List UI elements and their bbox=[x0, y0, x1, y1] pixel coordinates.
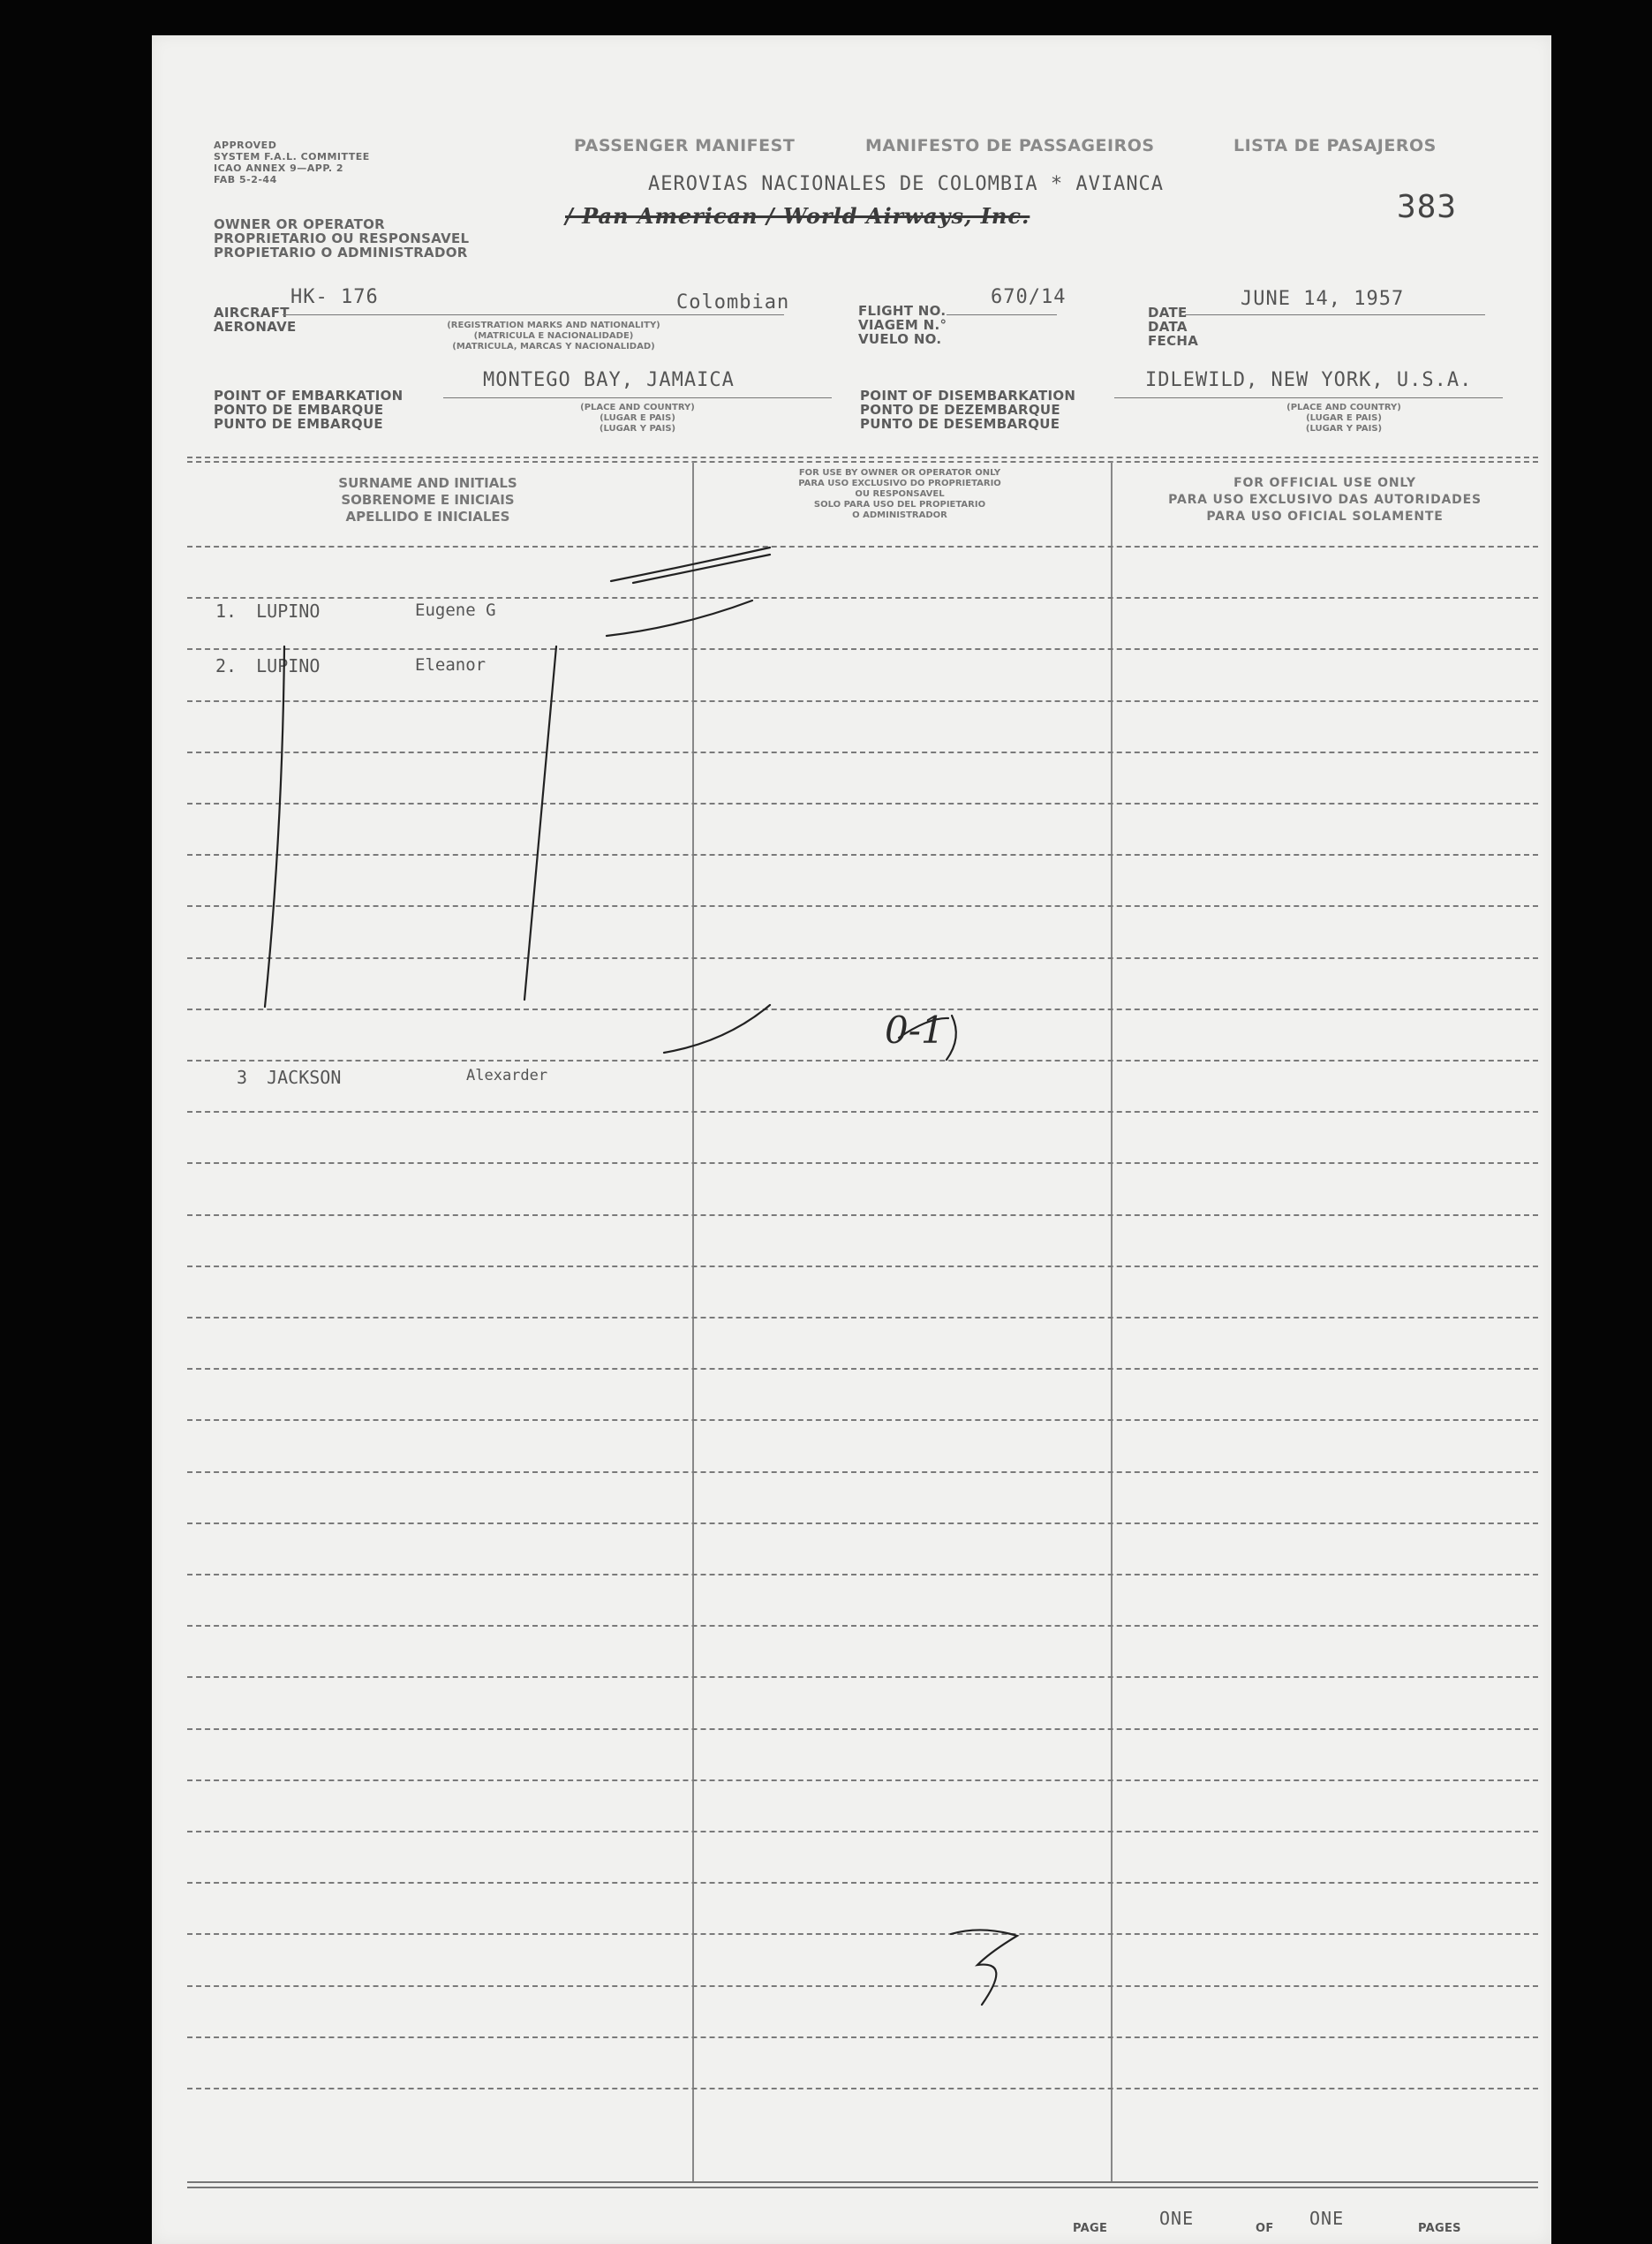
footer-total-value: ONE bbox=[1309, 2208, 1345, 2229]
manifest-page bbox=[152, 35, 1551, 2244]
date-label-line: DATE bbox=[1148, 305, 1188, 321]
flight-label-line: FLIGHT NO. bbox=[858, 303, 947, 319]
passenger-surname: LUPINO bbox=[256, 655, 321, 676]
title-pt: MANIFESTO DE PASSAGEIROS bbox=[865, 136, 1155, 155]
owner-label-line: OWNER OR OPERATOR bbox=[214, 216, 386, 232]
checkmark-stroke bbox=[607, 601, 752, 636]
date-label-line: FECHA bbox=[1148, 333, 1199, 349]
disembarkation-note: (LUGAR Y PAIS) bbox=[1305, 424, 1383, 434]
checkmark-stroke bbox=[633, 555, 770, 583]
handwritten-marks bbox=[152, 35, 1551, 2244]
embarkation-label-line: PONTO DE EMBARQUE bbox=[214, 402, 384, 418]
col-header-line: OU RESPONSAVEL bbox=[855, 489, 945, 499]
table-bottom-rule bbox=[187, 2181, 1538, 2183]
flight-number: 670/14 bbox=[991, 286, 1067, 308]
aircraft-note: (MATRICULA E NACIONALIDADE) bbox=[473, 331, 634, 341]
aircraft-registration: HK- 176 bbox=[290, 286, 379, 308]
disembarkation-label-line: PUNTO DE DESEMBARQUE bbox=[860, 416, 1060, 432]
embarkation-label-line: PUNTO DE EMBARQUE bbox=[214, 416, 383, 432]
bracket-line-right bbox=[524, 646, 556, 1000]
disembarkation-note: (PLACE AND COUNTRY) bbox=[1286, 403, 1401, 412]
owner-label-line: PROPRIETARIO OU RESPONSAVEL bbox=[214, 230, 470, 246]
disembarkation-note: (LUGAR E PAIS) bbox=[1306, 413, 1382, 423]
bracket-line-left bbox=[265, 646, 284, 1007]
col-header-line: PARA USO EXCLUSIVO DO PROPRIETARIO bbox=[798, 479, 1001, 488]
col-header-line: APELLIDO E INICIALES bbox=[345, 509, 510, 525]
passenger-given: Alexarder bbox=[466, 1067, 548, 1084]
passenger-number: 1. bbox=[215, 601, 238, 622]
aircraft-label-line: AERONAVE bbox=[214, 319, 297, 335]
disembarkation-value: IDLEWILD, NEW YORK, U.S.A. bbox=[1145, 369, 1473, 391]
title-en: PASSENGER MANIFEST bbox=[574, 136, 796, 155]
checkmark-stroke bbox=[611, 548, 770, 581]
footer-of-label: OF bbox=[1256, 2222, 1274, 2235]
embarkation-note: (PLACE AND COUNTRY) bbox=[580, 403, 695, 412]
date-value: JUNE 14, 1957 bbox=[1241, 288, 1405, 310]
handwritten-mark-3 bbox=[951, 1930, 1017, 2005]
date-label-line: DATA bbox=[1148, 319, 1188, 335]
passenger-surname: LUPINO bbox=[256, 601, 321, 622]
col-header-line: PARA USO OFICIAL SOLAMENTE bbox=[1206, 510, 1444, 524]
passenger-given: Eleanor bbox=[415, 655, 487, 675]
passenger-number: 2. bbox=[215, 655, 238, 676]
aircraft-nationality: Colombian bbox=[676, 291, 790, 314]
col-header-line: FOR OFFICIAL USE ONLY bbox=[1233, 476, 1416, 490]
footer-page-value: ONE bbox=[1159, 2208, 1195, 2229]
embarkation-value: MONTEGO BAY, JAMAICA bbox=[483, 369, 735, 391]
aircraft-note: (MATRICULA, MARCAS Y NACIONALIDAD) bbox=[452, 342, 655, 351]
scribble-mark bbox=[947, 1016, 956, 1060]
footer-pages-label: PAGES bbox=[1418, 2222, 1461, 2235]
approval-line: SYSTEM F.A.L. COMMITTEE bbox=[214, 151, 370, 162]
flight-label-line: VUELO NO. bbox=[858, 331, 942, 347]
aircraft-label-line: AIRCRAFT bbox=[214, 305, 290, 321]
embarkation-note: (LUGAR E PAIS) bbox=[600, 413, 675, 423]
approval-line: FAB 5-2-44 bbox=[214, 174, 277, 185]
approval-line: ICAO ANNEX 9—APP. 2 bbox=[214, 162, 344, 174]
struck-operator-line: / Pan American / World Airways, Inc. bbox=[565, 203, 1030, 229]
disembarkation-label-line: POINT OF DISEMBARKATION bbox=[860, 388, 1076, 404]
col-header-line: O ADMINISTRADOR bbox=[852, 510, 947, 520]
owner-column-annotation: 0-1 bbox=[885, 1009, 945, 1052]
col-header-line: PARA USO EXCLUSIVO DAS AUTORIDADES bbox=[1168, 493, 1482, 507]
footer-page-label: PAGE bbox=[1073, 2222, 1108, 2235]
col-header-line: FOR USE BY OWNER OR OPERATOR ONLY bbox=[798, 468, 1001, 478]
aircraft-note: (REGISTRATION MARKS AND NATIONALITY) bbox=[447, 321, 660, 330]
embarkation-note: (LUGAR Y PAIS) bbox=[599, 424, 676, 434]
passenger-number: 3 bbox=[237, 1067, 248, 1088]
title-es: LISTA DE PASAJEROS bbox=[1233, 136, 1437, 155]
owner-label-line: PROPIETARIO O ADMINISTRADOR bbox=[214, 245, 468, 261]
approval-line: APPROVED bbox=[214, 140, 277, 151]
checkmark-stroke bbox=[664, 1005, 770, 1053]
col-header-line: SOBRENOME E INICIAIS bbox=[341, 492, 515, 508]
table-bottom-rule-2 bbox=[187, 2187, 1538, 2188]
passenger-given: Eugene G bbox=[415, 601, 496, 620]
flight-label-line: VIAGEM N.° bbox=[858, 317, 947, 333]
passenger-surname: JACKSON bbox=[267, 1067, 342, 1088]
col-header-line: SURNAME AND INITIALS bbox=[338, 475, 517, 491]
page-number: 383 bbox=[1397, 189, 1458, 225]
disembarkation-label-line: PONTO DE DEZEMBARQUE bbox=[860, 402, 1060, 418]
operator-name: AEROVIAS NACIONALES DE COLOMBIA * AVIANCA bbox=[648, 173, 1165, 195]
embarkation-label-line: POINT OF EMBARKATION bbox=[214, 388, 404, 404]
col-header-line: SOLO PARA USO DEL PROPIETARIO bbox=[813, 500, 986, 510]
